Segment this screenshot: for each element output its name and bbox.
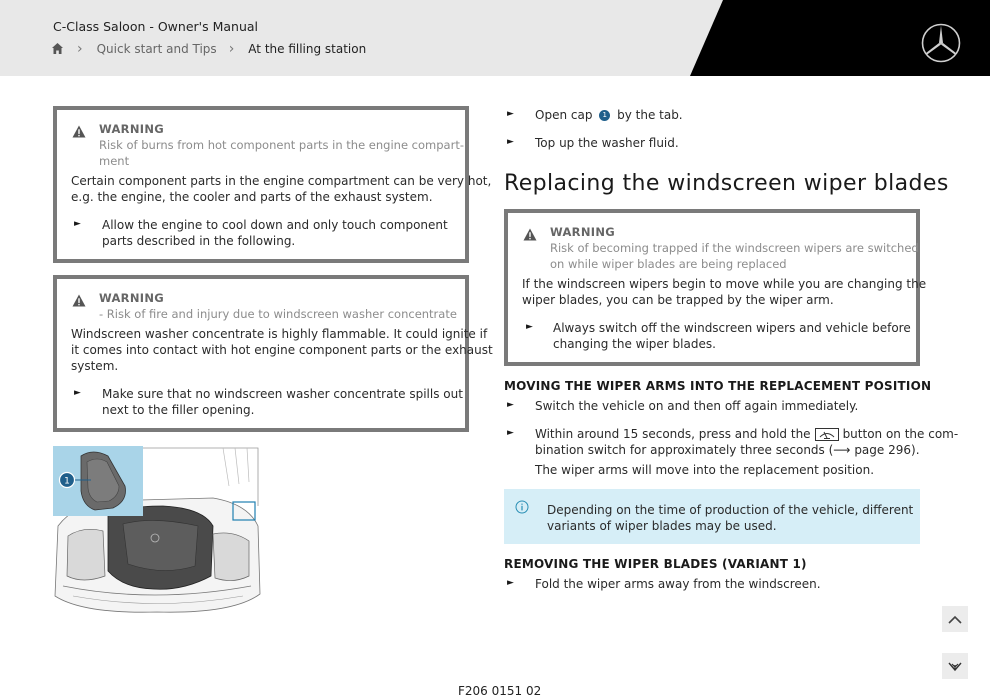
warning-step: Make sure that no windscreen washer concentrate spills out	[102, 387, 463, 401]
warning-step: Allow the engine to cool down and only touch component	[102, 218, 448, 232]
step-open-cap	[535, 107, 683, 123]
wiper-icon	[947, 659, 963, 673]
step-result: The wiper arms will move into the replacement position.	[535, 463, 875, 477]
step-arrow-icon: ►	[74, 388, 81, 398]
warning-body: system.	[71, 359, 119, 373]
warning-body: e.g. the engine, the cooler and parts of the exhaust system.	[71, 190, 433, 204]
warning-triangle-icon	[523, 228, 537, 241]
figure-callout-label: 1	[64, 476, 70, 487]
subsection-heading: MOVING THE WIPER ARMS INTO THE REPLACEMENT POSITION	[504, 379, 932, 393]
scroll-top-button[interactable]	[942, 606, 968, 632]
wiper-nav-button[interactable]	[942, 653, 968, 679]
warning-subtitle: Risk of becoming trapped if the windscreen wipers are switched	[550, 241, 919, 255]
warning-title: WARNING	[550, 225, 615, 239]
step-arrow-icon: ►	[507, 400, 514, 410]
step-arrow-icon: ►	[507, 137, 514, 147]
callout-badge: 1	[599, 110, 610, 121]
breadcrumb	[51, 42, 366, 56]
step-fold-wiper: Fold the wiper arms away from the windscreen.	[535, 577, 821, 591]
header	[0, 0, 990, 76]
warning-subtitle: - Risk of fire and injury due to windscreen washer concentrate	[99, 307, 457, 321]
section-heading: Replacing the windscreen wiper blades	[504, 171, 949, 196]
warning-subtitle: on while wiper blades are being replaced	[550, 257, 787, 271]
info-icon	[515, 500, 529, 514]
chevron-right-icon: ›	[77, 41, 83, 57]
chevron-up-icon	[948, 615, 962, 624]
step-press-hold-cont: bination switch for approximately three seconds (⟶ page 296).	[535, 443, 920, 457]
warning-step: Always switch off the windscreen wipers and vehicle before	[553, 321, 911, 335]
subsection-heading: REMOVING THE WIPER BLADES (VARIANT 1)	[504, 557, 807, 571]
warning-step: parts described in the following.	[102, 234, 296, 248]
warning-title: WARNING	[99, 122, 164, 136]
step-arrow-icon: ►	[526, 322, 533, 332]
warning-title: WARNING	[99, 291, 164, 305]
home-icon[interactable]	[51, 42, 65, 56]
warning-subtitle: ment	[99, 154, 130, 168]
step-top-up: Top up the washer fluid.	[535, 136, 679, 150]
engine-compartment-illustration	[53, 446, 261, 614]
step-arrow-icon: ►	[507, 428, 514, 438]
manual-title: C-Class Saloon - Owner's Manual	[53, 19, 258, 34]
step-arrow-icon: ►	[74, 219, 81, 229]
warning-triangle-icon	[72, 125, 86, 138]
step-text: button on the com-	[842, 427, 959, 441]
warning-body: Windscreen washer concentrate is highly flammable. It could ignite if	[71, 327, 488, 341]
step-text: Within around 15 seconds, press and hold the	[535, 427, 811, 441]
info-text: variants of wiper blades may be used.	[547, 519, 777, 533]
warning-body: wiper blades, you can be trapped by the wiper arm.	[522, 293, 834, 307]
chevron-right-icon: ›	[228, 41, 235, 57]
step-arrow-icon: ►	[507, 109, 514, 119]
breadcrumb-item-filling-station: At the filling station	[248, 42, 367, 56]
warning-body: it comes into contact with hot engine component parts or the exhaust	[71, 343, 493, 357]
step-switch-on-off: Switch the vehicle on and then off again immediately.	[535, 399, 859, 413]
step-text: Open cap	[535, 108, 593, 122]
breadcrumb-item-quick-start[interactable]: Quick start and Tips	[96, 42, 217, 56]
warning-body: Certain component parts in the engine compartment can be very hot,	[71, 174, 492, 188]
wiper-button-icon	[815, 428, 839, 441]
step-text: by the tab.	[617, 108, 683, 122]
step-arrow-icon: ►	[507, 578, 514, 588]
mercedes-star-logo	[920, 22, 962, 64]
warning-triangle-icon	[72, 294, 86, 307]
figure-caption: F206 0151 02	[458, 684, 542, 698]
warning-subtitle: Risk of burns from hot component parts in the engine compart-	[99, 138, 464, 152]
step-press-hold	[535, 426, 958, 442]
warning-body: If the windscreen wipers begin to move while you are changing the	[522, 277, 927, 291]
warning-step: changing the wiper blades.	[553, 337, 716, 351]
info-text: Depending on the time of production of the vehicle, different	[547, 503, 914, 517]
warning-step: next to the filler opening.	[102, 403, 255, 417]
